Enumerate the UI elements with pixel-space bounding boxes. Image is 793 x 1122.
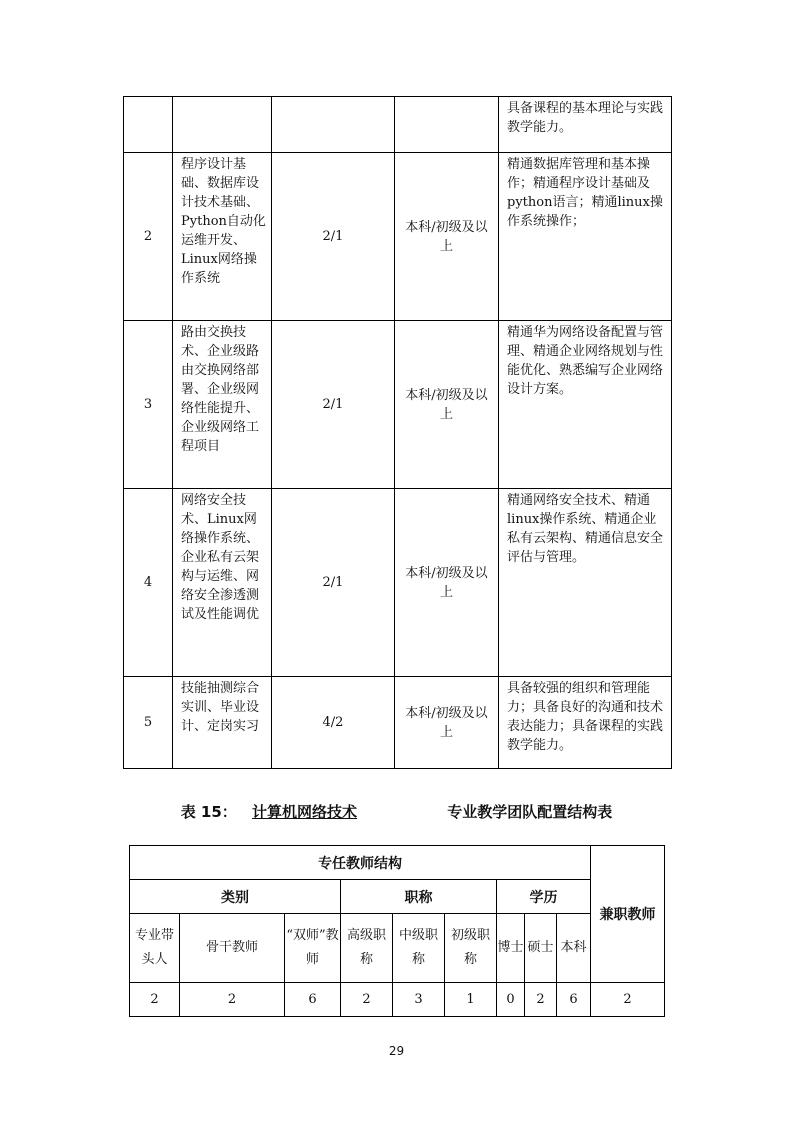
table-row [130,914,665,983]
course-cell [173,97,272,153]
full-time-header: 专任教师结构 [130,846,591,880]
table-row [124,677,672,769]
caption-prefix: 表 15： [180,803,237,821]
title-group-header: 职称 [341,880,497,914]
senior-count: 2 [341,983,393,1017]
ability-cell: 精通数据库管理和基本操作；精通程序设计基础及python语言；精通linux操作系统操作； [499,153,672,321]
table-row [124,321,672,489]
ratio-cell: 2/1 [272,153,395,321]
backbone-count: 2 [180,983,285,1017]
senior-column-header: 高级职称 [341,914,393,983]
ratio-cell: 4/2 [272,677,395,769]
row-number: 3 [124,321,173,489]
course-cell: 技能抽测综合实训、毕业设计、定岗实习 [173,677,272,769]
leader-column-header: 专业带头人 [130,914,180,983]
education-cell [395,97,499,153]
ratio-cell: 2/1 [272,321,395,489]
table-row [124,97,672,153]
caption-major: 计算机网络技术 [252,803,358,821]
education-cell: 本科/初级及以上 [395,321,499,489]
caption-suffix: 专业教学团队配置结构表 [447,803,613,821]
ability-cell: 具备较强的组织和管理能力；具备良好的沟通和技术表达能力；具备课程的实践教学能力。 [499,677,672,769]
course-cell: 网络安全技术、Linux网络操作系统、企业私有云架构与运维、网络安全渗透测试及性能调优 [173,489,272,677]
leader-count: 2 [130,983,180,1017]
course-cell: 路由交换技术、企业级路由交换网络部署、企业级网络性能提升、企业级网络工程项目 [173,321,272,489]
part-time-count: 2 [591,983,665,1017]
part-time-header: 兼职教师 [591,846,665,983]
doctor-column-header: 博士 [497,914,525,983]
bachelor-count: 6 [557,983,591,1017]
master-count: 2 [525,983,557,1017]
table-caption [0,801,793,822]
row-number: 2 [124,153,173,321]
row-number: 5 [124,677,173,769]
ability-cell: 精通网络安全技术、精通linux操作系统、精通企业私有云架构、精通信息安全评估与管理。 [499,489,672,677]
junior-column-header: 初级职称 [445,914,497,983]
course-cell: 程序设计基础、数据库设计技术基础、Python自动化运维开发、Linux网络操作系统 [173,153,272,321]
row-number: 4 [124,489,173,677]
team-structure-table [129,845,665,1017]
education-cell: 本科/初级及以上 [395,677,499,769]
row-number [124,97,173,153]
intermediate-column-header: 中级职称 [393,914,445,983]
dual-count: 6 [285,983,341,1017]
education-cell: 本科/初级及以上 [395,153,499,321]
junior-count: 1 [445,983,497,1017]
backbone-column-header: 骨干教师 [180,914,285,983]
table-row [130,846,665,880]
table-row [124,489,672,677]
table-row [130,880,665,914]
teacher-requirements-table [123,96,672,769]
table-row [130,983,665,1017]
table-row [124,153,672,321]
dual-column-header: “双师”教师 [285,914,341,983]
ratio-cell [272,97,395,153]
bachelor-column-header: 本科 [557,914,591,983]
category-group-header: 类别 [130,880,341,914]
doctor-count: 0 [497,983,525,1017]
ratio-cell: 2/1 [272,489,395,677]
ability-cell: 精通华为网络设备配置与管理、精通企业网络规划与性能优化、熟悉编写企业网络设计方案。 [499,321,672,489]
intermediate-count: 3 [393,983,445,1017]
degree-group-header: 学历 [497,880,591,914]
page-number: 29 [388,1044,405,1058]
ability-cell: 具备课程的基本理论与实践教学能力。 [499,97,672,153]
education-cell: 本科/初级及以上 [395,489,499,677]
master-column-header: 硕士 [525,914,557,983]
